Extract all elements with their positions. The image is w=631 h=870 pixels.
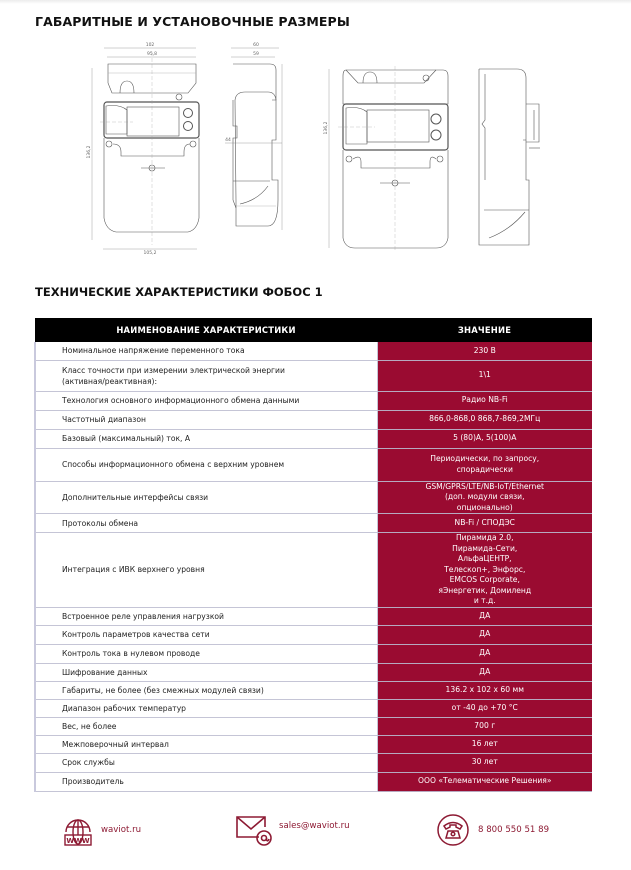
- table-row: [35, 663, 592, 681]
- front-view-drawing: [92, 48, 199, 249]
- specs-title: ТЕХНИЧЕСКИЕ ХАРАКТЕРИСТИКИ ФОБОС 1: [35, 285, 323, 299]
- phone-link[interactable]: [436, 812, 549, 848]
- spec-value: ООО «Телематические Решения»: [377, 772, 592, 791]
- dim-front-width: 102: [145, 43, 155, 48]
- dimension-drawings: [0, 40, 631, 270]
- table-row: [35, 514, 592, 533]
- table-row: [35, 342, 592, 360]
- spec-name: Межповерочный интервал: [35, 735, 377, 753]
- spec-name: Встроенное реле управления нагрузкой: [35, 607, 377, 625]
- table-row: [35, 391, 592, 410]
- dim-side-inner-depth: 59: [253, 52, 259, 57]
- envelope-at-icon: [235, 813, 273, 847]
- column-header-name: НАИМЕНОВАНИЕ ХАРАКТЕРИСТИКИ: [35, 318, 377, 342]
- spec-name: Диапазон рабочих температур: [35, 699, 377, 717]
- spec-name: Класс точности при измерении электрической энергии (активная/реактивная):: [35, 360, 377, 391]
- spec-value: 136.2 x 102 x 60 мм: [377, 681, 592, 699]
- website-link[interactable]: [63, 812, 141, 848]
- dim-side-mark: 44: [225, 138, 231, 143]
- dim-front-inner-width: 95,8: [146, 52, 158, 57]
- table-row: [35, 429, 592, 448]
- spec-name: Вес, не более: [35, 717, 377, 735]
- table-row: [35, 625, 592, 644]
- column-header-value: ЗНАЧЕНИЕ: [377, 318, 592, 342]
- spec-name: Частотный диапазон: [35, 410, 377, 429]
- spec-name: Номинальное напряжение переменного тока: [35, 342, 377, 360]
- spec-name: Дополнительные интерфейсы связи: [35, 481, 377, 514]
- spec-name: Способы информационного обмена с верхним уровнем: [35, 448, 377, 481]
- telephone-icon: [436, 813, 470, 847]
- spec-value: 16 лет: [377, 735, 592, 753]
- dim-second-height: 136,2: [324, 121, 329, 135]
- spec-value: от -40 до +70 °С: [377, 699, 592, 717]
- table-row: [35, 360, 592, 391]
- spec-name: Контроль тока в нулевом проводе: [35, 644, 377, 663]
- spec-name: Технология основного информационного обмена данными: [35, 391, 377, 410]
- globe-www-icon: [63, 813, 93, 847]
- email-text: sales@waviot.ru: [279, 821, 350, 831]
- spec-name: Контроль параметров качества сети: [35, 625, 377, 644]
- contacts-footer: [0, 812, 631, 852]
- spec-value: Пирамида 2.0, Пирамида-Сети, АльфаЦЕНТР, Телескоп+, Энфорс, EMCOS Corporate, яЭнергетик, Домиленд и т.д.: [377, 533, 592, 608]
- table-row: [35, 717, 592, 735]
- table-row: [35, 772, 592, 791]
- table-row: [35, 533, 592, 608]
- spec-value: Периодически, по запросу, спорадически: [377, 448, 592, 481]
- side-view-2-drawing: [479, 69, 540, 245]
- spec-value: ДА: [377, 607, 592, 625]
- dim-side-depth: 60: [253, 43, 259, 48]
- spec-name: Срок службы: [35, 753, 377, 772]
- spec-value: NB-Fi / СПОДЭС: [377, 514, 592, 533]
- spec-value: ДА: [377, 625, 592, 644]
- spec-name: Производитель: [35, 772, 377, 791]
- side-view-drawing: [225, 48, 282, 230]
- spec-name: Габариты, не более (без смежных модулей связи): [35, 681, 377, 699]
- spec-name: Шифрование данных: [35, 663, 377, 681]
- table-row: [35, 753, 592, 772]
- table-row: [35, 735, 592, 753]
- dimensions-title: ГАБАРИТНЫЕ И УСТАНОВОЧНЫЕ РАЗМЕРЫ: [35, 14, 350, 29]
- spec-value: 700 г: [377, 717, 592, 735]
- spec-value: 30 лет: [377, 753, 592, 772]
- email-link[interactable]: [235, 812, 350, 848]
- specs-header-row: [35, 318, 592, 342]
- table-row: [35, 607, 592, 625]
- spec-value: 230 В: [377, 342, 592, 360]
- spec-name: Базовый (максимальный) ток, А: [35, 429, 377, 448]
- spec-value: Радио NB-Fi: [377, 391, 592, 410]
- website-text: waviot.ru: [101, 825, 142, 835]
- spec-value: GSM/GPRS/LTE/NB-IoT/Ethernet (доп. модули связи, опционально): [377, 481, 592, 514]
- phone-text: 8 800 550 51 89: [478, 825, 550, 835]
- spec-value: 866,0-868,0 868,7-869,2МГц: [377, 410, 592, 429]
- svg-text:WWW: WWW: [66, 837, 90, 845]
- spec-value: 1\1: [377, 360, 592, 391]
- table-row: [35, 481, 592, 514]
- dim-front-bottom-width: 105,2: [143, 251, 157, 256]
- dim-front-height: 136,2: [87, 145, 92, 159]
- spec-name: Интеграция с ИВК верхнего уровня: [35, 533, 377, 608]
- top-shade: [0, 0, 631, 4]
- table-row: [35, 644, 592, 663]
- spec-name: Протоколы обмена: [35, 514, 377, 533]
- table-row: [35, 699, 592, 717]
- spec-value: ДА: [377, 644, 592, 663]
- spec-value: ДА: [377, 663, 592, 681]
- front-view-2-drawing: [329, 66, 448, 252]
- table-row: [35, 681, 592, 699]
- table-row: [35, 448, 592, 481]
- table-row: [35, 410, 592, 429]
- specs-table: [34, 318, 592, 792]
- spec-value: 5 (80)А, 5(100)А: [377, 429, 592, 448]
